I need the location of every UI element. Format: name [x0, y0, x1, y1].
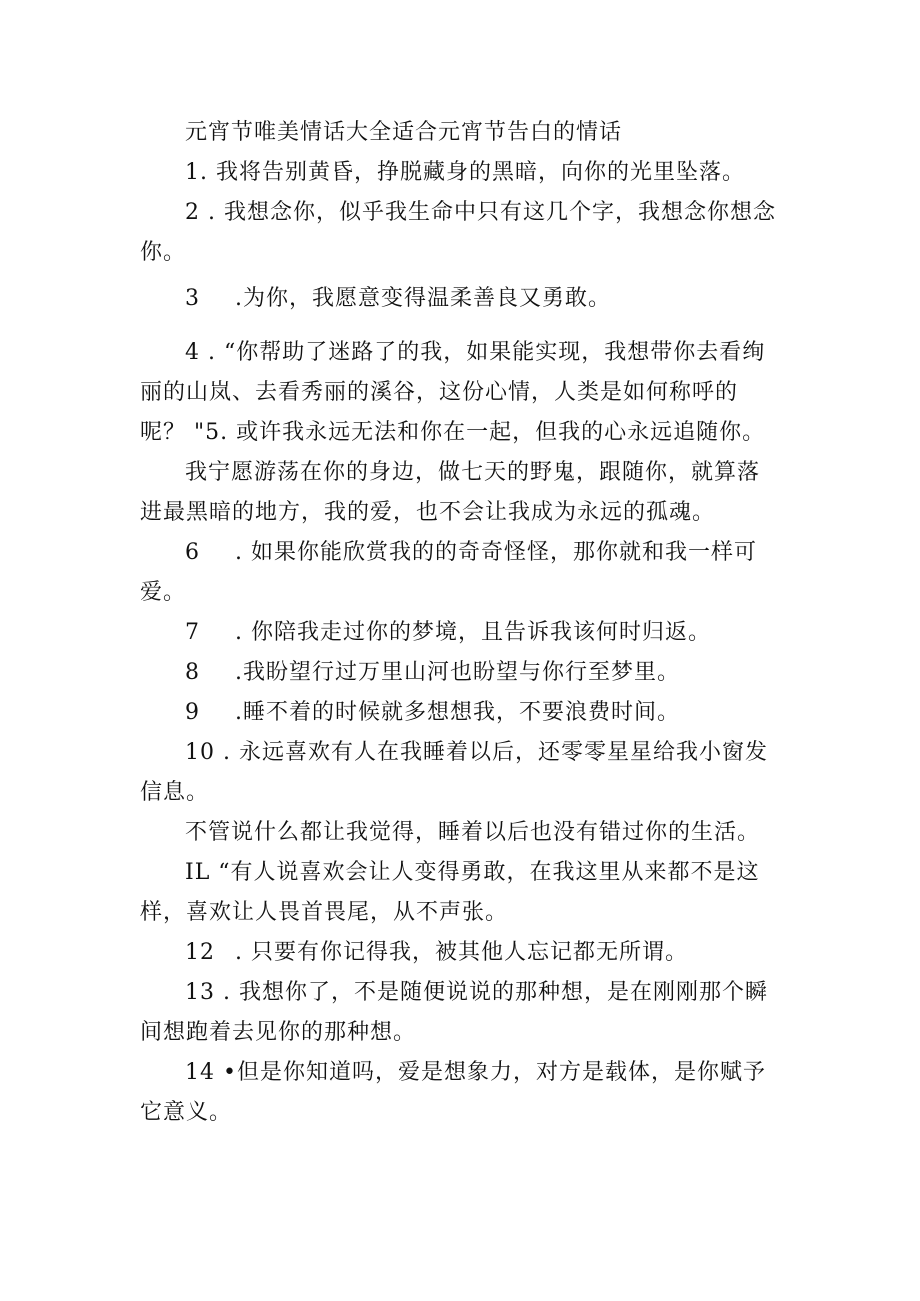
paragraph-2: 2 . 我想念你，似乎我生命中只有这几个字，我想念你想念 [185, 200, 776, 225]
item-text: . 如果你能欣赏我的的奇奇怪怪，那你就和我一样可 [235, 540, 757, 565]
paragraph-5-cont: 进最黑暗的地方，我的爱，也不会让我成为永远的孤魂。 [140, 500, 716, 525]
paragraph-12 [140, 933, 780, 973]
paragraph-3 [140, 279, 780, 319]
paragraph-13: 13 . 我想你了，不是随便说说的那种想，是在刚刚那个瞬 [185, 980, 768, 1005]
paragraph-11: IL “有人说喜欢会让人变得勇敢，在我这里从来都不是这 [185, 860, 760, 885]
paragraph-2-cont: 你。 [140, 240, 187, 265]
paragraph-8 [140, 653, 780, 693]
paragraph-14: 14 •但是你知道吗，爱是想象力，对方是载体，是你赋予 [185, 1060, 766, 1085]
item-text: . 只要有你记得我，被其他人忘记都无所谓。 [235, 940, 688, 965]
paragraph-4-cont-1: 丽的山岚、去看秀丽的溪谷，这份心情，人类是如何称呼的 [140, 380, 739, 405]
item-number: 12 [185, 940, 215, 965]
paragraph-10: 10 . 永远喜欢有人在我睡着以后，还零零星星给我小窗发 [185, 740, 768, 765]
item-number: 6 [185, 540, 200, 565]
paragraph-6-cont: 爱。 [140, 580, 187, 605]
paragraph-6 [140, 533, 780, 573]
paragraph-4: 4 . “你帮助了迷路了的我，如果能实现，我想带你去看绚 [185, 340, 766, 365]
paragraph-10b: 不管说什么都让我觉得，睡着以后也没有错过你的生活。 [185, 820, 761, 845]
paragraph-5: 我宁愿游荡在你的身边，做七天的野鬼，跟随你，就算落 [185, 460, 761, 485]
document-body [140, 113, 780, 1133]
item-number: 3 [185, 286, 200, 311]
document-title: 元宵节唯美情话大全适合元宵节告白的情话 [185, 120, 623, 145]
paragraph-14-cont: 它意义。 [140, 1100, 233, 1125]
item-text: .为你，我愿意变得温柔善良又勇敢。 [235, 286, 611, 311]
paragraph-13-cont: 间想跑着去见你的那种想。 [140, 1020, 417, 1045]
item-number: 8 [185, 660, 200, 685]
paragraph-10-cont: 信息。 [140, 780, 210, 805]
paragraph-11-cont: 样，喜欢让人畏首畏尾，从不声张。 [140, 900, 509, 925]
item-number: 9 [185, 700, 200, 725]
paragraph-7 [140, 613, 780, 653]
paragraph-1: 1. 我将告别黄昏，挣脱藏身的黑暗，向你的光里坠落。 [185, 160, 745, 185]
paragraph-9 [140, 693, 780, 733]
item-text: .睡不着的时候就多想想我，不要浪费时间。 [235, 700, 680, 725]
paragraph-4-cont-2: 呢？ "5. 或许我永远无法和你在一起，但我的心永远追随你。 [140, 420, 766, 445]
item-text: .我盼望行过万里山河也盼望与你行至梦里。 [235, 660, 680, 685]
item-text: . 你陪我走过你的梦境，且告诉我该何时归返。 [235, 620, 711, 645]
item-number: 7 [185, 620, 200, 645]
